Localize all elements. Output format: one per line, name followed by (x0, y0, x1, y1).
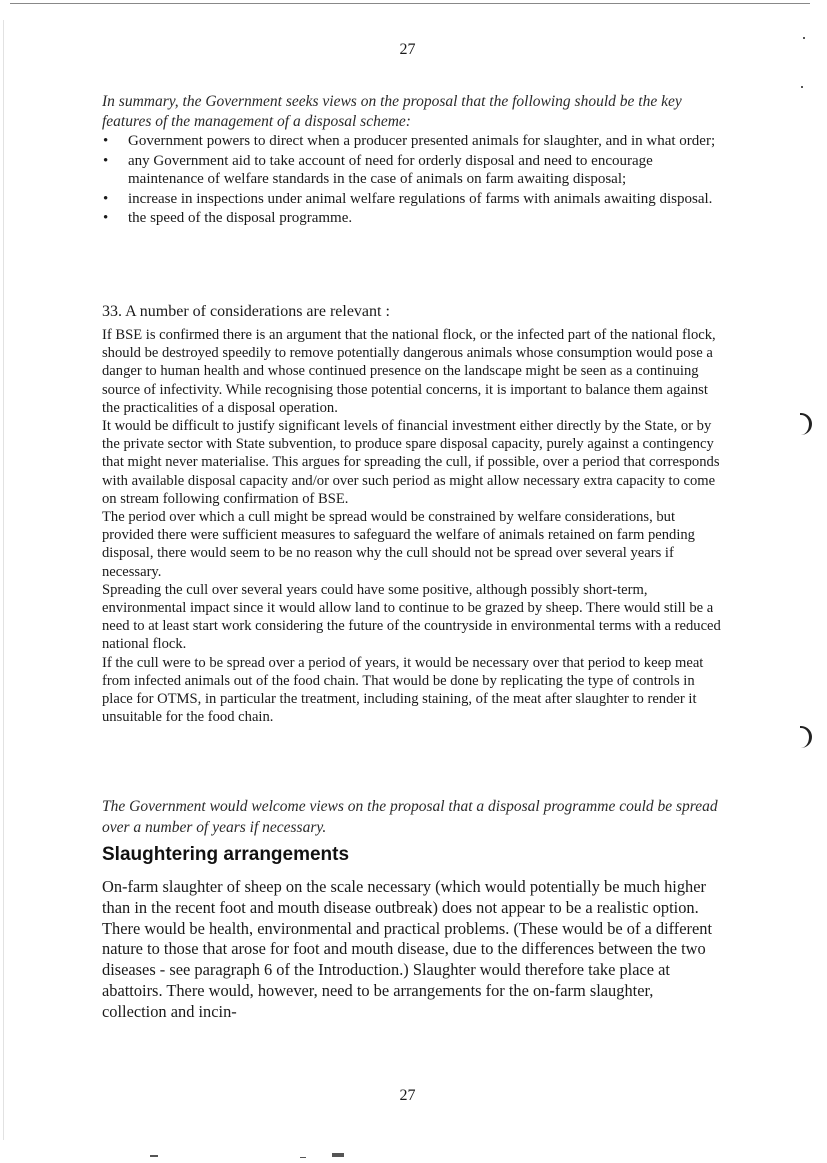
consideration-paragraph: If the cull were to be spread over a period of years, it would be necessary over that period to keep meat from infected animals out of the food chain. That would be done by replicating the type of controls in place for OTMS, in particular the treatment, including staining, of the meat after slaughter to render it unsuitable for the food chain. (102, 654, 704, 726)
list-item-text: Government powers to direct when a producer presented animals for slaughter, and in what order; (128, 133, 716, 149)
top-scan-edge (10, 3, 810, 4)
consideration-paragraph: The period over which a cull might be spread would be constrained by welfare considerations, but provided there were sufficient measures to safeguard the welfare of animals retained on farm pending disposal, there would seem to be no reason why the cull should not be spread over several years if necessary. (102, 509, 695, 580)
scan-speck (803, 37, 805, 39)
summary-intro: In summary, the Government seeks views on the proposal that the following should be the key features of the management of a disposal scheme: (102, 93, 682, 130)
left-scan-edge (3, 20, 4, 1140)
scan-speck (300, 1157, 306, 1158)
scan-speck (801, 86, 803, 88)
scan-speck (150, 1155, 158, 1157)
scan-speck (332, 1153, 344, 1157)
bullet-icon: • (103, 210, 109, 226)
list-item (102, 190, 722, 209)
section-body: On-farm slaughter of sheep on the scale necessary (which would potentially be much higher than in the recent foot and mouth disease outbreak) does not appear to be a realistic option. There would be health, environmental and practical problems. (These would be of a different nature to those that arose for foot and mouth disease, due to the differences between the two diseases - see paragraph 6 of the Introduction.) Slaughter would therefore take place at abattoirs. There would, however, need to be arrangements for the on-farm slaughter, collection and incin- (102, 877, 713, 1021)
bullet-icon: • (103, 133, 109, 149)
list-item-text: the speed of the disposal programme. (128, 210, 353, 226)
consideration-paragraph: Spreading the cull over several years could have some positive, although possibly short-term, environmental impact since it would allow land to continue to be grazed by sheep. There would still be a need to at least start work considering the future of the countryside in environmental terms with a reduced national flock. (102, 581, 721, 653)
consideration-paragraph: If BSE is confirmed there is an argument that the national flock, or the infected part of the national flock, should be destroyed speedily to remove potentially dangerous animals whose consumption would pose a danger to human health and whose continued presence on the landscape might be seen as a continuing source of infectivity. While recognising those potential concerns, it is important to balance them against the practicalities of a disposal operation. (102, 327, 716, 416)
considerations-block (102, 326, 722, 726)
bullet-icon: • (103, 190, 109, 207)
section-heading: Slaughtering arrangements (102, 844, 350, 865)
page-number-bottom: 27 (399, 1087, 416, 1104)
list-item (102, 209, 722, 228)
list-item-text: any Government aid to take account of need for orderly disposal and need to encourage maintenance of welfare standards in the case of animals on farm awaiting disposal; (128, 152, 653, 187)
list-item (102, 132, 722, 151)
list-item (102, 152, 722, 189)
binder-hole-mark-icon (800, 726, 812, 748)
consideration-paragraph: It would be difficult to justify significant levels of financial investment either directly by the State, or by the private sector with State subvention, to produce spare disposal capacity, purely against a contingency that might never materialise. This argues for spreading the cull, if possible, over a period that corresponds with available disposal capacity and/or over such period as might allow necessary extra capacity to come on stream following confirmation of BSE. (102, 418, 720, 507)
welcome-statement: The Government would welcome views on the proposal that a disposal programme could be spread over a number of years if necessary. (102, 798, 718, 836)
page-number-top: 27 (399, 41, 416, 58)
binder-hole-mark-icon (800, 413, 812, 435)
bullet-icon: • (103, 152, 109, 169)
key-features-list (102, 132, 722, 229)
list-item-text: increase in inspections under animal welfare regulations of farms with animals awaiting disposal. (128, 190, 713, 207)
paragraph-33-heading: 33. A number of considerations are relevant : (102, 303, 390, 320)
